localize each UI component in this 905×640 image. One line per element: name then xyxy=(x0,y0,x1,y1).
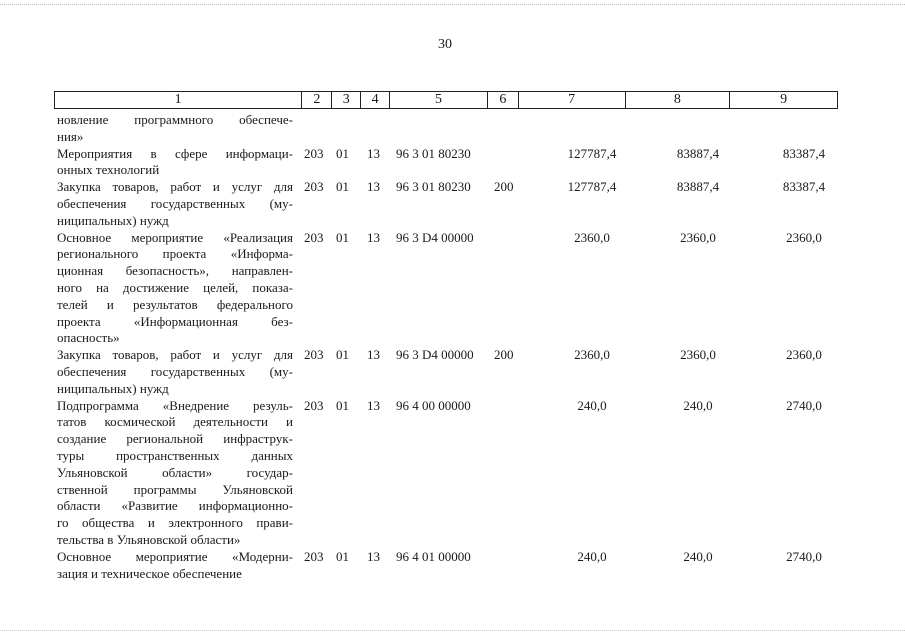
description-line: ниципальных) нужд xyxy=(57,212,169,228)
amount-col-8: 83887,4 xyxy=(676,145,720,161)
description-line: создание региональной инфраструк- xyxy=(57,431,293,447)
table-row xyxy=(57,549,847,583)
table-row xyxy=(57,347,847,397)
description-line: ниципальных) нужд xyxy=(57,380,169,396)
description-line: ственной программы Ульяновской xyxy=(57,481,293,497)
code-pr: 13 xyxy=(367,548,380,564)
row-description xyxy=(57,146,293,180)
header-col-5: 5 xyxy=(390,92,488,108)
description-line: новление программного обеспече- xyxy=(57,112,293,127)
description-line: го общества и электронного прави- xyxy=(57,515,293,531)
code-gr: 203 xyxy=(304,397,324,413)
description-line: онных технологий xyxy=(57,162,160,178)
row-description xyxy=(57,347,293,397)
code-gr: 203 xyxy=(304,347,324,363)
description-line: обеспечения государственных (му- xyxy=(57,195,293,211)
code-pr: 13 xyxy=(367,347,380,363)
code-pr: 13 xyxy=(367,397,380,413)
code-pr: 13 xyxy=(367,179,380,195)
description-line: Закупка товаров, работ и услуг для xyxy=(57,347,293,363)
code-rz: 01 xyxy=(336,397,349,413)
amount-col-7: 240,0 xyxy=(577,548,607,564)
description-line: телей и результатов федерального xyxy=(57,296,293,312)
code-cs: 96 3 D4 00000 xyxy=(396,229,474,245)
header-col-6: 6 xyxy=(488,92,519,108)
amount-col-7: 2360,0 xyxy=(574,347,610,363)
amount-col-9: 2360,0 xyxy=(786,229,822,245)
amount-col-9: 83387,4 xyxy=(782,179,826,195)
amount-col-7: 2360,0 xyxy=(574,229,610,245)
description-line: Подпрограмма «Внедрение резуль- xyxy=(57,397,293,413)
row-description xyxy=(57,549,293,583)
amount-col-7: 127787,4 xyxy=(567,145,617,161)
amount-col-7: 127787,4 xyxy=(567,179,617,195)
code-rz: 01 xyxy=(336,145,349,161)
code-vr: 200 xyxy=(494,347,514,363)
description-line: обеспечения государственных (му- xyxy=(57,363,293,379)
description-line: зация и техническое обеспечение xyxy=(57,565,242,581)
description-line: туры пространственных данных xyxy=(57,447,293,463)
amount-col-8: 240,0 xyxy=(683,397,713,413)
code-pr: 13 xyxy=(367,145,380,161)
budget-table-body xyxy=(57,112,847,582)
description-line: тельства в Ульяновской области» xyxy=(57,531,241,547)
code-gr: 203 xyxy=(304,145,324,161)
amount-col-9: 2360,0 xyxy=(786,347,822,363)
row-description xyxy=(57,398,293,549)
amount-col-9: 2740,0 xyxy=(786,397,822,413)
row-description xyxy=(57,112,293,146)
table-row xyxy=(57,112,847,146)
row-description xyxy=(57,179,293,229)
amount-col-8: 240,0 xyxy=(683,548,713,564)
scan-edge-top xyxy=(0,4,905,7)
amount-col-9: 2740,0 xyxy=(786,548,822,564)
description-line: опасность» xyxy=(57,330,120,346)
description-line: Закупка товаров, работ и услуг для xyxy=(57,179,293,195)
code-cs: 96 4 00 00000 xyxy=(396,397,471,413)
header-col-9: 9 xyxy=(780,92,788,107)
amount-col-8: 2360,0 xyxy=(680,347,716,363)
table-row xyxy=(57,230,847,348)
description-line: Мероприятия в сфере информаци- xyxy=(57,145,293,161)
header-col-8: 8 xyxy=(626,92,731,108)
description-line: татов космической деятельности и xyxy=(57,414,293,430)
description-line: ного на достижение целей, показа- xyxy=(57,279,293,295)
code-rz: 01 xyxy=(336,179,349,195)
header-col-7: 7 xyxy=(519,92,626,108)
code-rz: 01 xyxy=(336,548,349,564)
code-cs: 96 3 D4 00000 xyxy=(396,347,474,363)
description-line: проекта «Информационная без- xyxy=(57,313,293,329)
amount-col-8: 83887,4 xyxy=(676,179,720,195)
code-cs: 96 3 01 80230 xyxy=(396,179,471,195)
code-gr: 203 xyxy=(304,229,324,245)
row-description xyxy=(57,230,293,348)
description-line: области «Развитие информационно- xyxy=(57,498,293,514)
code-gr: 203 xyxy=(304,548,324,564)
scan-edge-bottom xyxy=(0,630,905,633)
table-row xyxy=(57,146,847,180)
amount-col-9: 83387,4 xyxy=(782,145,826,161)
description-line: Ульяновской области» государ- xyxy=(57,464,293,480)
header-col-1: 1 xyxy=(55,92,302,108)
code-vr: 200 xyxy=(494,179,514,195)
table-row xyxy=(57,398,847,549)
page-number: 30 xyxy=(438,37,452,52)
header-col-4: 4 xyxy=(361,92,390,108)
table-header-row xyxy=(54,91,838,109)
code-gr: 203 xyxy=(304,179,324,195)
code-pr: 13 xyxy=(367,229,380,245)
table-row xyxy=(57,179,847,229)
amount-col-7: 240,0 xyxy=(577,397,607,413)
description-line: ционная безопасность», направлен- xyxy=(57,263,293,279)
code-rz: 01 xyxy=(336,229,349,245)
code-cs: 96 3 01 80230 xyxy=(396,145,471,161)
description-line: Основное мероприятие «Модерни- xyxy=(57,548,293,564)
description-line: регионального проекта «Информа- xyxy=(57,246,293,262)
description-line: ния» xyxy=(57,128,84,144)
header-col-3: 3 xyxy=(332,92,361,108)
description-line: Основное мероприятие «Реализация xyxy=(57,229,293,245)
header-col-2: 2 xyxy=(302,92,332,108)
code-cs: 96 4 01 00000 xyxy=(396,548,471,564)
amount-col-8: 2360,0 xyxy=(680,229,716,245)
code-rz: 01 xyxy=(336,347,349,363)
